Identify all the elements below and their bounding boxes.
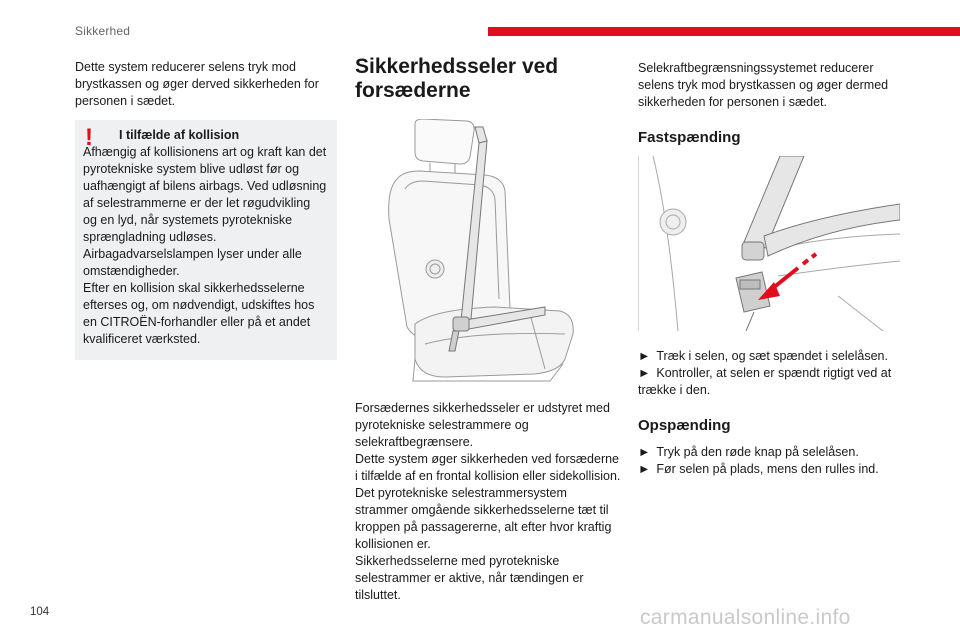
seat-belt-illustration	[375, 119, 580, 389]
column-middle	[355, 55, 623, 604]
fasten-step-2: ► Kontroller, at selen er spændt rigtigt ved at trække i den.	[638, 366, 892, 397]
unfasten-step-2: ► Før selen på plads, mens den rulles ind.	[638, 462, 879, 476]
description-paragraph: Forsædernes sikkerhedsseler er udstyret med pyrotekniske selestrammere og selekraftbegrænsere. Dette system øger sikkerheden ved forsæderne i tilfælde af en frontal kollision eller sidekollision. Det pyrotekniske selestrammersystem strammer omgående sikkerhedsselerne tæt til kroppen på passagererne, alt efter hvor kraftig kollisionen er. Sikkerhedsselerne med pyrotekniske selestrammer er aktive, når tændingen er tilsluttet.	[355, 401, 621, 602]
bullet-arrow-icon: ►	[638, 462, 651, 476]
limiter-paragraph: Selekraftbegrænsningssystemet reducerer selens tryk mod brystkassen og øger dermed sikkerheden for personen i sædet.	[638, 61, 889, 109]
header-accent-bar	[488, 27, 960, 36]
warning-body: Afhængig af kollisionens art og kraft kan det pyrotekniske system blive udløst før og uafhængigt af bilens airbags. Ved udløsning af selestrammerne er der let røgudvikling og en lyd, når systemets pyrotekniske sprængladning udløses.	[83, 145, 327, 244]
warning-body-continued: Airbagadvarselslampen lyser under alle omstændigheder. Efter en kollision skal sikkerhedsselerne efterses og, om nødvendigt, udskiftes hos en CITROËN-forhandler eller på et andet kvalificeret værksted.	[83, 247, 315, 346]
warning-box	[75, 120, 337, 360]
warning-title: I tilfælde af kollision	[119, 128, 240, 142]
unfasten-heading: Opspænding	[638, 417, 731, 434]
bullet-arrow-icon: ►	[638, 349, 651, 363]
buckle-fastening-illustration	[638, 156, 900, 331]
unfasten-step-1: ► Tryk på den røde knap på selelåsen.	[638, 445, 859, 459]
column-left	[75, 59, 337, 360]
column-right	[638, 60, 900, 478]
page-number: 104	[30, 606, 50, 618]
fasten-step-1: ► Træk i selen, og sæt spændet i selelåsen.	[638, 349, 888, 363]
bullet-arrow-icon: ►	[638, 445, 651, 459]
section-title: Sikkerhed	[75, 24, 131, 38]
section-heading: Sikkerhedsseler ved forsæderne	[355, 55, 559, 102]
watermark-text: carmanualsonline.info	[640, 606, 851, 629]
warning-exclamation-icon: !	[85, 124, 93, 151]
fasten-heading: Fastspænding	[638, 129, 741, 146]
bullet-arrow-icon: ►	[638, 366, 651, 380]
intro-paragraph: Dette system reducerer selens tryk mod brystkassen og øger derved sikkerheden for personen i sædet.	[75, 60, 319, 108]
